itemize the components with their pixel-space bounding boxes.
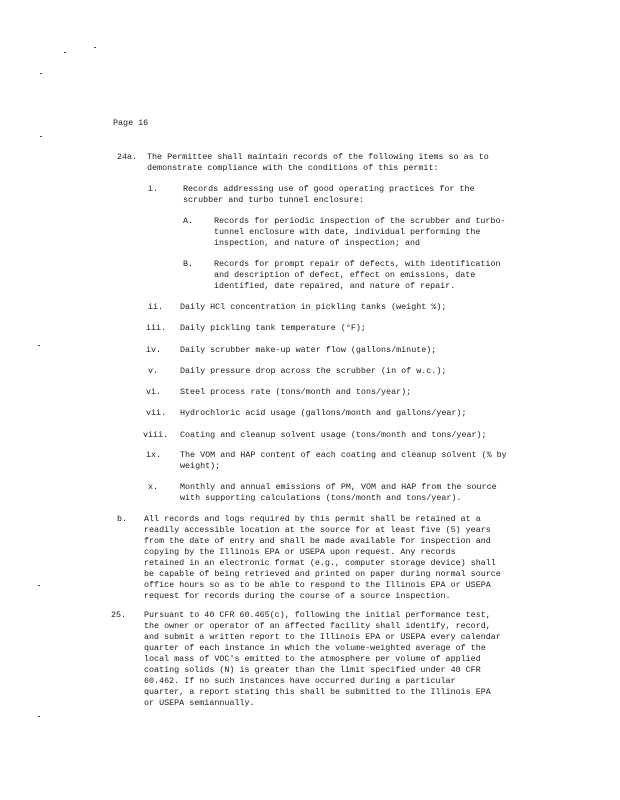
item-24a-vi-text: Steel process rate (tons/month and tons/year); [180, 387, 412, 397]
item-24a-iii-text: Daily pickling tank temperature (°F); [180, 323, 366, 333]
item-24a-ii-text: Daily HCl concentration in pickling tanks (weight %); [180, 302, 447, 312]
item-25-number: 25. [111, 610, 127, 620]
page-number: Page 16 [113, 118, 149, 128]
item-24a-iv-number: iv. [146, 345, 162, 355]
scan-speck [94, 47, 96, 48]
item-24a-iii-number: iii. [146, 323, 167, 333]
item-24a-i-B-number: B. [183, 259, 194, 269]
item-24a-x-number: x. [148, 482, 159, 492]
item-24a-i-A-text: Records for periodic inspection of the scrubber and turbo- tunnel enclosure with date, individual performing the inspection, and nature of inspection; and [214, 216, 506, 248]
item-24a-i-A-number: A. [183, 216, 194, 226]
item-24a-iv-text: Daily scrubber make-up water flow (gallons/minute); [180, 345, 437, 355]
item-24a-viii-number: viii. [143, 430, 169, 440]
item-24a-i-text: Records addressing use of good operating practices for the scrubber and turbo tunnel enclosure: [183, 184, 475, 205]
item-24a-vi-number: vi. [146, 387, 162, 397]
item-25-text: Pursuant to 40 CFR 60.465(c), following the initial performance test, the owner or operator of an affected facility shall identify, record, and submit a written report to the Illinois EPA or USEPA every calendar quarter of each instance in which the volume-weighted average of the local mass of VOC's emitted to the atmosphere per volume of applied coating solids (N) is greater than the limit specified under 40 CFR 60.462. If no such instances have occurred during a particular quarter, a report stating this shall be submitted to the Illinois EPA or USEPA semiannually. [144, 610, 501, 708]
item-24a-ix-text: The VOM and HAP content of each coating and cleanup solvent (% by weight); [180, 450, 507, 471]
scan-speck [40, 136, 42, 137]
scan-speck [38, 716, 40, 717]
item-24a-v-number: v. [148, 366, 159, 376]
scan-speck [64, 52, 66, 53]
item-24a-viii-text: Coating and cleanup solvent usage (tons/month and tons/year); [180, 430, 487, 440]
item-24a-number: 24a. [117, 152, 138, 162]
item-24a-x-text: Monthly and annual emissions of PM, VOM and HAP from the source with supporting calculations (tons/month and tons/year). [180, 482, 497, 503]
item-24a-vii-number: vii. [146, 408, 167, 418]
item-24a-text: The Permittee shall maintain records of the following items so as to demonstrate compliance with the conditions of this permit: [147, 152, 489, 173]
scan-speck [38, 585, 40, 586]
item-24a-ii-number: ii. [148, 302, 164, 312]
item-24a-vii-text: Hydrochloric acid usage (gallons/month and gallons/year); [180, 408, 467, 418]
item-24a-ix-number: ix. [146, 450, 162, 460]
item-b-number: b. [117, 514, 128, 524]
item-24a-i-B-text: Records for prompt repair of defects, with identification and description of defect, effect on emissions, date identified, date repaired, and nature of repair. [214, 259, 501, 291]
item-b-text: All records and logs required by this permit shall be retained at a readily accessible location at the source for at least five (5) years from the date of entry and shall be made available for inspection and copying by the Illinois EPA or USEPA upon request. Any records retained in an electronic format (e.g., computer storage device) shall be capable of being retrieved and printed on paper during normal source office hours so as to be able to respond to the Illinois EPA or USEPA request for records during the course of a source inspection. [144, 514, 501, 601]
scan-speck [38, 345, 40, 346]
item-24a-i-number: i. [148, 184, 159, 194]
scan-speck [40, 73, 42, 74]
item-24a-v-text: Daily pressure drop across the scrubber (in of w.c.); [180, 366, 447, 376]
